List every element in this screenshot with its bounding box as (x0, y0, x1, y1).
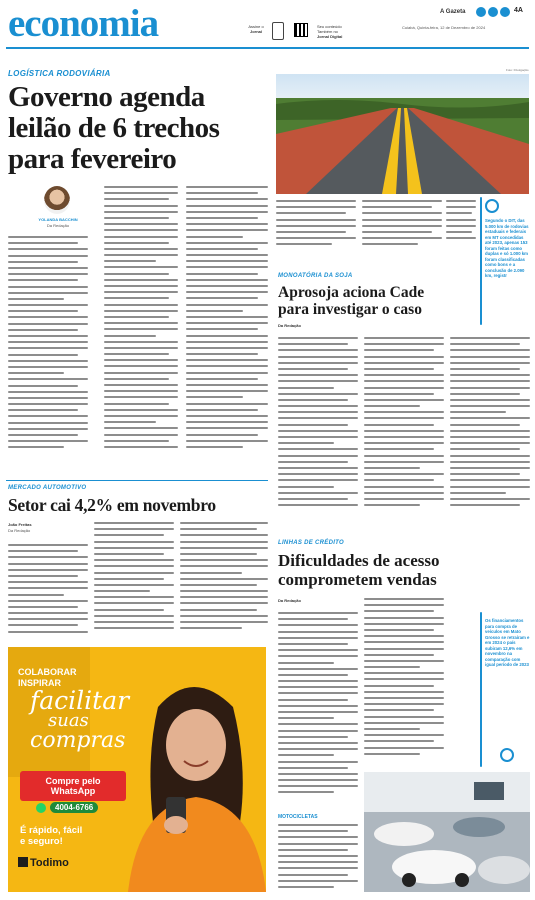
ad-cta-2: WhatsApp (50, 786, 96, 796)
main-body-col3 (186, 186, 268, 466)
main-author-role: Da Redação (46, 223, 70, 228)
ad-tagline (20, 825, 82, 847)
subscribe-line2: Jornal (249, 29, 262, 34)
car-dealership-photo (364, 772, 530, 892)
main-body-col4 (276, 200, 356, 255)
ad-tag-1: É rápido, fácil (20, 825, 83, 836)
aprosoja-kicker: MONOATÓRIA DA SOJA (278, 273, 353, 279)
phone-icon (272, 22, 284, 40)
main-body-col2 (104, 186, 178, 466)
digital-line2: Também no (317, 29, 338, 34)
credito-headline (278, 551, 488, 589)
setor-body-col1 (8, 544, 88, 640)
social-icon-3[interactable] (500, 7, 510, 17)
social-icon-2[interactable] (488, 7, 498, 17)
info-bubble-bottom-icon (500, 748, 514, 762)
info-bubble-icon (485, 199, 499, 213)
credito-body-col2 (364, 598, 444, 768)
author-avatar (44, 186, 70, 214)
main-body-col1 (8, 236, 88, 466)
main-body-col6 (446, 200, 476, 255)
ad-cta-1: Compre pelo (45, 776, 101, 786)
ad-tag-2: e seguro! (20, 836, 63, 847)
ad-script-1: facilitar (30, 686, 130, 715)
setor-body-col3 (180, 522, 268, 640)
digital-line1: Seu conteúdo (317, 24, 342, 29)
aprosoja-body-col1 (278, 337, 358, 522)
section-title: economia (8, 2, 159, 45)
setor-body-col2 (94, 522, 174, 640)
side-rule-top (480, 197, 482, 325)
main-author: YOLANDA BACCHIN (38, 217, 78, 222)
aprosoja-author: Da Redação (278, 323, 301, 328)
credito-subhead: MOTOCICLETAS (278, 814, 318, 820)
section-divider (6, 480, 268, 481)
main-headline-line1: Governo agenda (8, 81, 205, 113)
aprosoja-headline-line1: Aprosoja aciona Cade (278, 284, 425, 301)
digital-promo (317, 24, 367, 39)
social-icon-1[interactable] (476, 7, 486, 17)
page-number: 4A (514, 7, 523, 14)
road-photo (276, 74, 529, 194)
credito-body-col1 (278, 612, 358, 812)
main-headline-line2: leilão de 6 trechos (8, 112, 220, 144)
aprosoja-headline-line2: para investigar o caso (278, 301, 422, 318)
road-illustration (276, 74, 529, 194)
subscribe-line1: Assine o (248, 24, 264, 29)
qr-code-icon[interactable] (294, 23, 308, 37)
ad-phone[interactable]: 4004-6766 (50, 802, 98, 813)
ad-script-3: compras (30, 728, 126, 753)
ad-script (30, 686, 130, 753)
side-note-bottom: Os financiamentos para compra de veículos em Mato Grosso se retraíram e em 2024 o país subiram 12,6% em novembro na comparação com igual período de 2023 (485, 618, 530, 667)
main-headline-line3: para fevereiro (8, 143, 177, 175)
credito-kicker: LINHAS DE CRÉDITO (278, 540, 344, 546)
ad-line1: COLABORAR (18, 667, 77, 677)
car-lot-illustration (364, 772, 530, 892)
setor-author: João Freitas (8, 522, 32, 527)
todimo-mark-icon (18, 857, 28, 867)
setor-author-role: Da Redação (8, 528, 31, 533)
digital-line3: Jornal Digital (317, 34, 343, 39)
setor-kicker: MERCADO AUTOMOTIVO (8, 485, 87, 491)
credito-body-col1b (278, 824, 358, 894)
subscribe-promo[interactable] (243, 24, 269, 34)
side-rule-bottom (480, 612, 482, 767)
photo-credit: Foto: Divulgação (506, 68, 529, 72)
side-note-top: Segundo o DIT, das 5.000 km de rodovias estaduais e federais em MT concedidas até 2023, apenas 153 foram feitas como duplas e só 1.000 km foram classificadas como bons e a conclusão de 2.090 km, registr (485, 218, 529, 278)
ad-cta-box[interactable] (20, 771, 126, 801)
setor-headline: Setor cai 4,2% em novembro (8, 495, 216, 515)
aprosoja-headline (278, 284, 478, 318)
newspaper-name: A Gazeta (440, 9, 466, 15)
main-body-col5 (362, 200, 442, 255)
dateline: Cuiabá, Quinta-feira, 12 de Dezembro de 2024 (402, 25, 486, 30)
main-kicker: LOGÍSTICA RODOVIÁRIA (8, 69, 111, 78)
ad-brand-logo (18, 857, 69, 869)
ad-brand: Todimo (30, 857, 69, 869)
main-headline (8, 82, 273, 175)
ad-script-2: suas (48, 710, 89, 731)
aprosoja-body-col3 (450, 337, 530, 522)
masthead-rule (6, 47, 529, 49)
ad-line2: INSPIRAR (18, 678, 62, 688)
credito-author: Da Redação (278, 598, 301, 603)
aprosoja-body-col2 (364, 337, 444, 522)
credito-headline-line1: Dificuldades de acesso (278, 551, 440, 570)
whatsapp-icon (36, 803, 46, 813)
todimo-advertisement[interactable] (8, 647, 266, 892)
credito-headline-line2: comprometem vendas (278, 570, 437, 589)
